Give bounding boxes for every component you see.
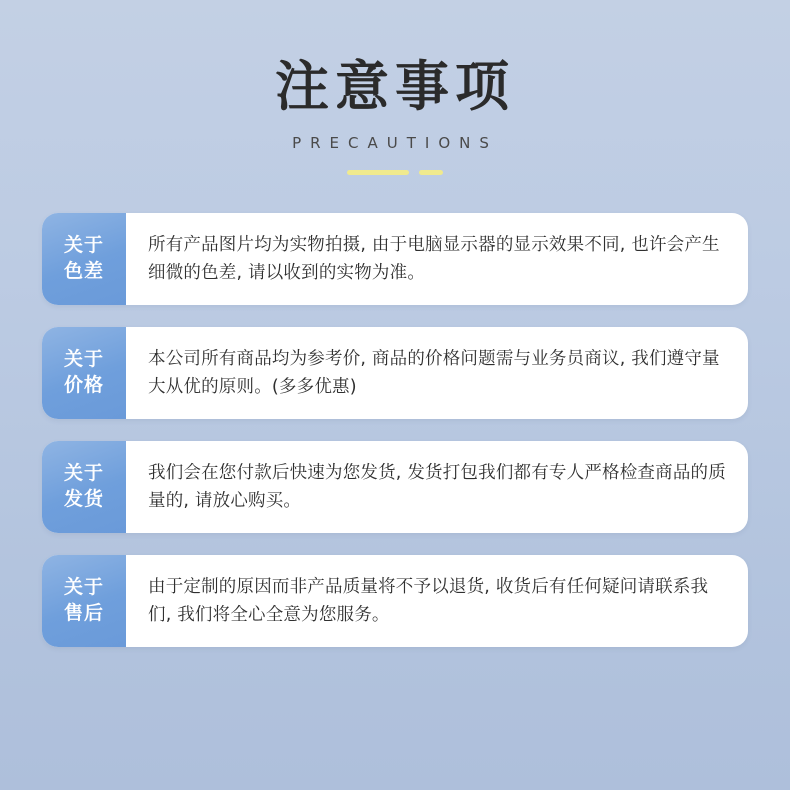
page-header (0, 0, 790, 175)
item-tag-line1: 关于 (63, 348, 104, 371)
item-text: 我们会在您付款后快速为您发货, 发货打包我们都有专人严格检查商品的质量的, 请放心购买。 (148, 462, 726, 512)
item-tag (42, 555, 126, 647)
page-title: 注意事项 (275, 55, 515, 118)
item-tag-line1: 关于 (63, 576, 104, 599)
item-tag (42, 213, 126, 305)
item-tag (42, 327, 126, 419)
item-tag-line2: 色差 (63, 260, 104, 283)
item-tag-line1: 关于 (63, 462, 104, 485)
item-body (126, 213, 748, 305)
item-text: 所有产品图片均为实物拍摄, 由于电脑显示器的显示效果不同, 也许会产生细微的色差, 请以收到的实物为准。 (148, 234, 720, 284)
item-body (126, 441, 748, 533)
list-item (42, 327, 748, 419)
item-body (126, 555, 748, 647)
list-item (42, 213, 748, 305)
item-tag-line2: 价格 (63, 374, 104, 397)
divider-segment-short (419, 170, 443, 175)
item-text: 本公司所有商品均为参考价, 商品的价格问题需与业务员商议, 我们遵守量大从优的原则。(多多优惠) (148, 348, 720, 398)
precautions-list (0, 213, 790, 647)
item-tag-line2: 售后 (63, 602, 104, 625)
title-divider (347, 170, 443, 175)
item-body (126, 327, 748, 419)
list-item (42, 555, 748, 647)
item-tag (42, 441, 126, 533)
divider-segment-long (347, 170, 409, 175)
item-tag-line1: 关于 (63, 234, 104, 257)
item-text: 由于定制的原因而非产品质量将不予以退货, 收货后有任何疑问请联系我们, 我们将全心全意为您服务。 (148, 576, 709, 626)
page-subtitle: PRECAUTIONS (292, 134, 498, 153)
list-item (42, 441, 748, 533)
item-tag-line2: 发货 (63, 488, 104, 511)
